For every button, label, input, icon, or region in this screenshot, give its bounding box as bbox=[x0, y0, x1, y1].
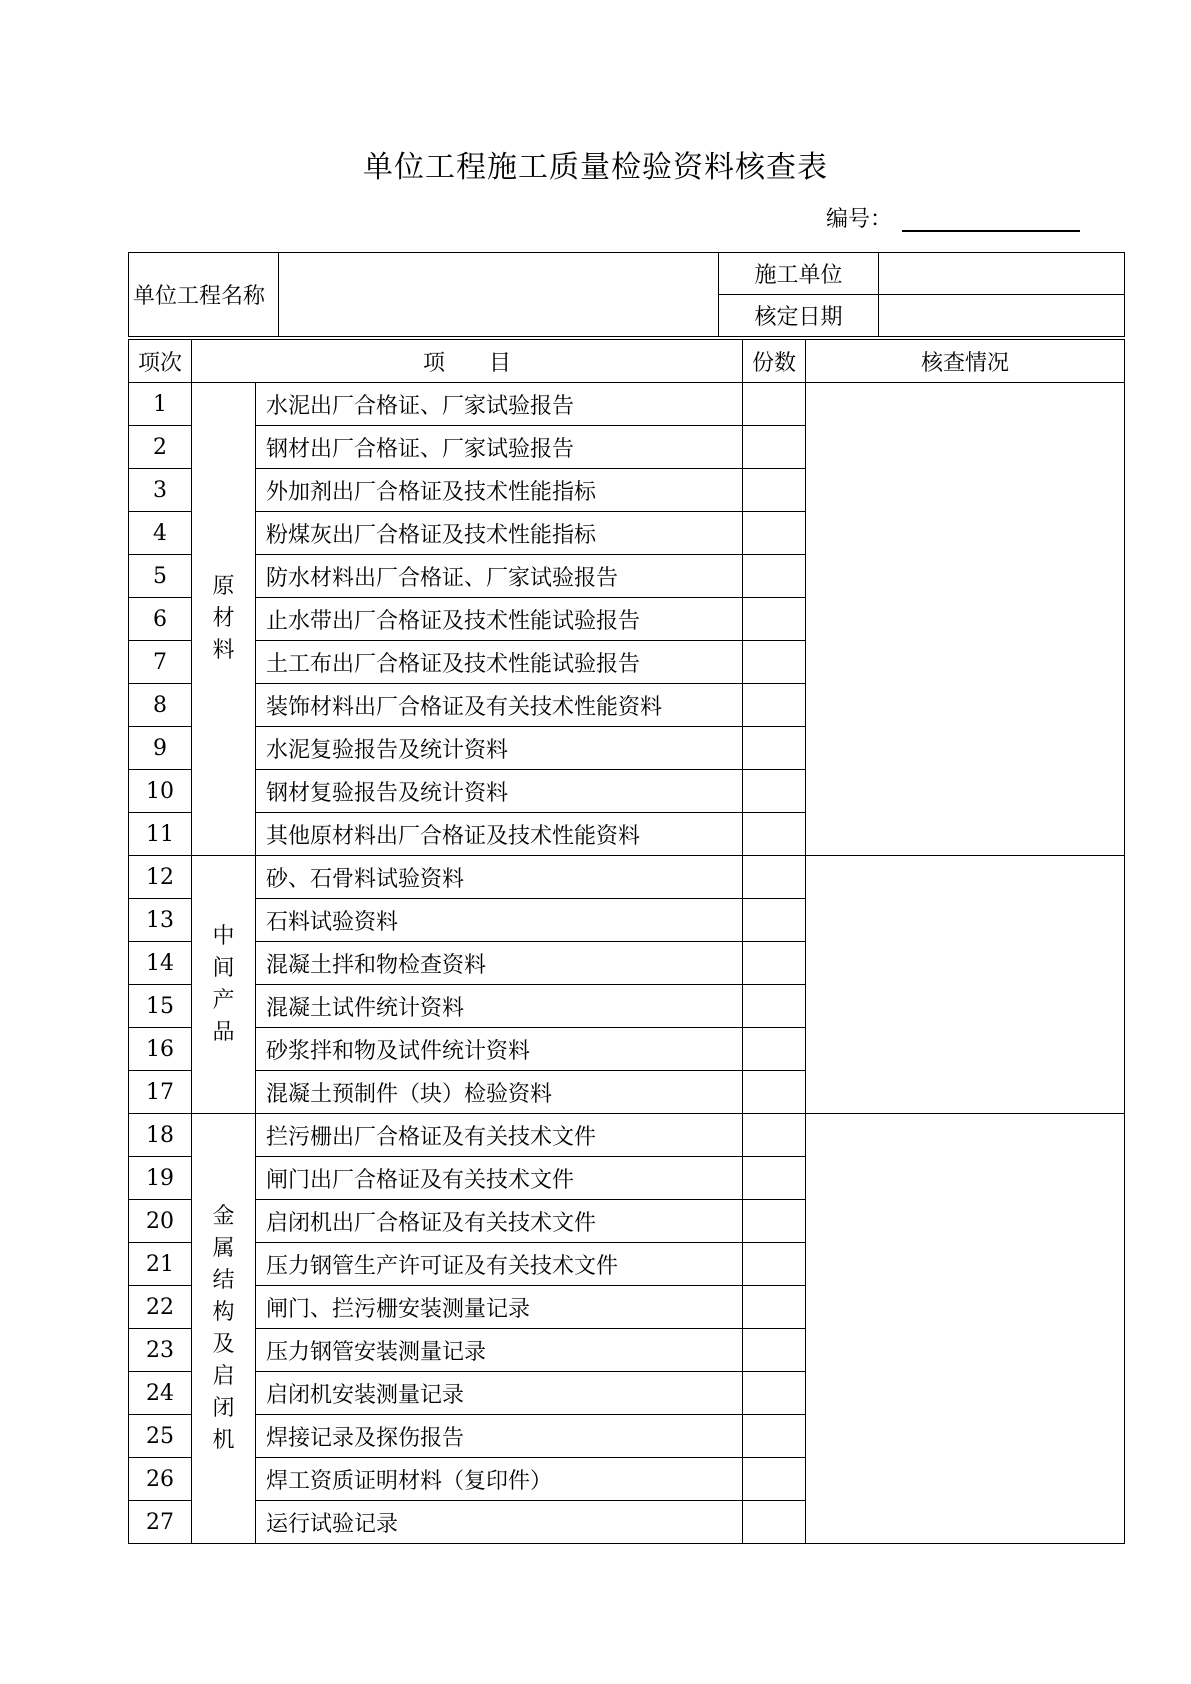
group-label bbox=[192, 856, 256, 1114]
group-label-char: 机 bbox=[212, 1427, 235, 1453]
item-name: 粉煤灰出厂合格证及技术性能指标 bbox=[256, 512, 743, 555]
item-name: 闸门、拦污栅安装测量记录 bbox=[256, 1286, 743, 1329]
count-field[interactable] bbox=[743, 469, 806, 512]
row-number: 15 bbox=[129, 985, 192, 1028]
status-field[interactable] bbox=[806, 856, 1125, 1114]
count-field[interactable] bbox=[743, 942, 806, 985]
item-name: 拦污栅出厂合格证及有关技术文件 bbox=[256, 1114, 743, 1157]
row-number: 16 bbox=[129, 1028, 192, 1071]
item-name: 土工布出厂合格证及技术性能试验报告 bbox=[256, 641, 743, 684]
contractor-label: 施工单位 bbox=[719, 253, 879, 295]
row-number: 13 bbox=[129, 899, 192, 942]
count-field[interactable] bbox=[743, 1243, 806, 1286]
row-number: 25 bbox=[129, 1415, 192, 1458]
item-name: 焊接记录及探伤报告 bbox=[256, 1415, 743, 1458]
count-field[interactable] bbox=[743, 985, 806, 1028]
count-field[interactable] bbox=[743, 1415, 806, 1458]
serial-input-line[interactable] bbox=[902, 230, 1080, 232]
count-field[interactable] bbox=[743, 1114, 806, 1157]
count-field[interactable] bbox=[743, 1458, 806, 1501]
status-field[interactable] bbox=[806, 1114, 1125, 1544]
row-number: 1 bbox=[129, 383, 192, 426]
count-field[interactable] bbox=[743, 899, 806, 942]
item-name: 装饰材料出厂合格证及有关技术性能资料 bbox=[256, 684, 743, 727]
count-field[interactable] bbox=[743, 383, 806, 426]
item-name: 砂、石骨料试验资料 bbox=[256, 856, 743, 899]
col-header-status: 核查情况 bbox=[806, 340, 1125, 383]
count-field[interactable] bbox=[743, 813, 806, 856]
row-number: 6 bbox=[129, 598, 192, 641]
table-row bbox=[129, 856, 1125, 899]
project-name-label: 单位工程名称 bbox=[129, 253, 279, 337]
row-number: 23 bbox=[129, 1329, 192, 1372]
item-name: 混凝土试件统计资料 bbox=[256, 985, 743, 1028]
table-row bbox=[129, 383, 1125, 426]
col-header-item: 项 目 bbox=[192, 340, 743, 383]
group-label-char: 闭 bbox=[212, 1395, 235, 1421]
group-label-char: 启 bbox=[212, 1363, 235, 1389]
count-field[interactable] bbox=[743, 684, 806, 727]
row-number: 26 bbox=[129, 1458, 192, 1501]
group-label-char: 间 bbox=[212, 955, 235, 981]
item-name: 闸门出厂合格证及有关技术文件 bbox=[256, 1157, 743, 1200]
count-field[interactable] bbox=[743, 641, 806, 684]
row-number: 17 bbox=[129, 1071, 192, 1114]
row-number: 5 bbox=[129, 555, 192, 598]
row-number: 2 bbox=[129, 426, 192, 469]
count-field[interactable] bbox=[743, 426, 806, 469]
group-label-char: 品 bbox=[212, 1019, 235, 1045]
count-field[interactable] bbox=[743, 727, 806, 770]
group-label-char: 产 bbox=[212, 987, 235, 1013]
count-field[interactable] bbox=[743, 1200, 806, 1243]
item-name: 防水材料出厂合格证、厂家试验报告 bbox=[256, 555, 743, 598]
row-number: 21 bbox=[129, 1243, 192, 1286]
row-number: 27 bbox=[129, 1501, 192, 1544]
item-name: 焊工资质证明材料（复印件） bbox=[256, 1458, 743, 1501]
row-number: 9 bbox=[129, 727, 192, 770]
group-label-char: 中 bbox=[212, 923, 235, 949]
status-field[interactable] bbox=[806, 383, 1125, 856]
row-number: 3 bbox=[129, 469, 192, 512]
item-name: 压力钢管生产许可证及有关技术文件 bbox=[256, 1243, 743, 1286]
inspection-table bbox=[128, 339, 1125, 1544]
count-field[interactable] bbox=[743, 1157, 806, 1200]
row-number: 8 bbox=[129, 684, 192, 727]
item-name: 石料试验资料 bbox=[256, 899, 743, 942]
count-field[interactable] bbox=[743, 1071, 806, 1114]
item-name: 启闭机安装测量记录 bbox=[256, 1372, 743, 1415]
row-number: 22 bbox=[129, 1286, 192, 1329]
row-number: 18 bbox=[129, 1114, 192, 1157]
count-field[interactable] bbox=[743, 770, 806, 813]
item-name: 钢材出厂合格证、厂家试验报告 bbox=[256, 426, 743, 469]
row-number: 4 bbox=[129, 512, 192, 555]
item-name: 混凝土拌和物检查资料 bbox=[256, 942, 743, 985]
item-name: 启闭机出厂合格证及有关技术文件 bbox=[256, 1200, 743, 1243]
group-label-char: 属 bbox=[212, 1235, 235, 1261]
date-label: 核定日期 bbox=[719, 295, 879, 337]
item-name: 混凝土预制件（块）检验资料 bbox=[256, 1071, 743, 1114]
row-number: 12 bbox=[129, 856, 192, 899]
count-field[interactable] bbox=[743, 856, 806, 899]
row-number: 14 bbox=[129, 942, 192, 985]
row-number: 11 bbox=[129, 813, 192, 856]
group-label-char: 料 bbox=[212, 638, 235, 663]
header-table bbox=[128, 252, 1125, 337]
item-name: 外加剂出厂合格证及技术性能指标 bbox=[256, 469, 743, 512]
row-number: 10 bbox=[129, 770, 192, 813]
row-number: 24 bbox=[129, 1372, 192, 1415]
count-field[interactable] bbox=[743, 598, 806, 641]
item-name: 运行试验记录 bbox=[256, 1501, 743, 1544]
group-label bbox=[192, 1114, 256, 1544]
column-header-row bbox=[129, 340, 1125, 383]
group-label-char: 构 bbox=[212, 1299, 235, 1325]
group-label-char: 结 bbox=[212, 1267, 235, 1293]
col-header-count: 份数 bbox=[743, 340, 806, 383]
col-header-no: 项次 bbox=[129, 340, 192, 383]
row-number: 20 bbox=[129, 1200, 192, 1243]
count-field[interactable] bbox=[743, 1286, 806, 1329]
group-label-char: 原 bbox=[212, 574, 235, 599]
count-field[interactable] bbox=[743, 1028, 806, 1071]
page-title: 单位工程施工质量检验资料核查表 bbox=[363, 150, 828, 185]
item-name: 水泥出厂合格证、厂家试验报告 bbox=[256, 383, 743, 426]
serial-label: 编号： bbox=[826, 207, 893, 232]
item-name: 砂浆拌和物及试件统计资料 bbox=[256, 1028, 743, 1071]
count-field[interactable] bbox=[743, 1329, 806, 1372]
row-number: 7 bbox=[129, 641, 192, 684]
table-row bbox=[129, 1114, 1125, 1157]
count-field[interactable] bbox=[743, 1501, 806, 1544]
contractor-field[interactable] bbox=[879, 253, 1125, 295]
item-name: 压力钢管安装测量记录 bbox=[256, 1329, 743, 1372]
group-label bbox=[192, 383, 256, 856]
group-label-char: 金 bbox=[212, 1203, 235, 1229]
item-name: 其他原材料出厂合格证及技术性能资料 bbox=[256, 813, 743, 856]
date-field[interactable] bbox=[879, 295, 1125, 337]
item-name: 水泥复验报告及统计资料 bbox=[256, 727, 743, 770]
count-field[interactable] bbox=[743, 555, 806, 598]
item-name: 钢材复验报告及统计资料 bbox=[256, 770, 743, 813]
count-field[interactable] bbox=[743, 512, 806, 555]
item-name: 止水带出厂合格证及技术性能试验报告 bbox=[256, 598, 743, 641]
project-name-field[interactable] bbox=[279, 253, 719, 337]
row-number: 19 bbox=[129, 1157, 192, 1200]
count-field[interactable] bbox=[743, 1372, 806, 1415]
group-label-char: 及 bbox=[212, 1331, 235, 1357]
group-label-char: 材 bbox=[212, 606, 235, 631]
